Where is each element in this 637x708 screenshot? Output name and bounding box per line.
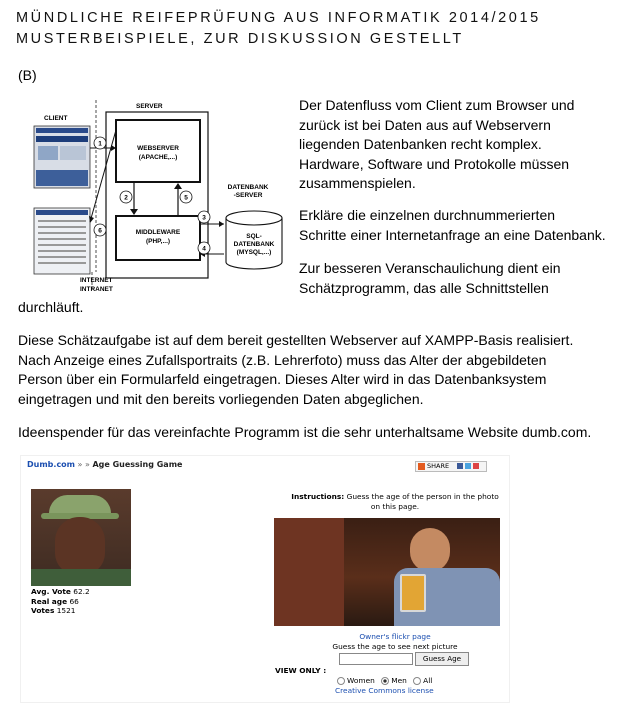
stat-real-age — [31, 597, 90, 607]
db-label-2: DATENBANK — [233, 241, 275, 248]
guess-photo — [274, 518, 500, 626]
radio-men[interactable] — [381, 677, 389, 685]
paragraph-2-line: Schritte einer Internetanfrage an eine Datenbank. — [299, 226, 606, 243]
step-5-number: 5 — [184, 194, 188, 202]
filter-all[interactable] — [413, 676, 432, 685]
webserver-sublabel: (APACHE,...) — [138, 154, 178, 161]
middleware-sublabel: (PHP,...) — [145, 238, 171, 245]
paragraph-2 — [299, 206, 606, 245]
filter-men[interactable] — [381, 676, 407, 685]
db-server-sublabel: -SERVER — [233, 192, 263, 199]
paragraph-4-line: Person über ein Formularfeld eingetragen. Dieses Alter wird in das Datenbanksystem — [18, 371, 547, 387]
paragraph-3-line: Zur besseren Veranschaulichung dient ein — [299, 260, 561, 276]
intranet-label: INTRANET — [80, 286, 113, 293]
paragraph-3-end: durchläuft. — [18, 299, 84, 315]
paragraph-5: Ideenspender für das vereinfachte Programm ist die sehr unterhaltsame Website dumb.com. — [18, 424, 592, 440]
step-3-number: 3 — [202, 214, 206, 222]
breadcrumb-site-link[interactable]: Dumb.com — [27, 460, 76, 469]
stat-label: Votes — [31, 606, 55, 615]
step-1-number: 1 — [98, 140, 102, 148]
client-browser-screenshot-bottom — [34, 208, 90, 274]
stat-label: Real age — [31, 596, 68, 606]
instructions-label: Instructions: — [291, 492, 345, 501]
filter-women-label: Women — [347, 676, 375, 685]
step-6-number: 6 — [98, 227, 102, 235]
filter-men-label: Men — [391, 676, 407, 685]
share-icon — [418, 463, 425, 470]
paragraph-1-line: liegenden Datenbanken recht komplex. — [299, 136, 542, 152]
filter-all-label: All — [423, 676, 433, 685]
stat-votes — [31, 606, 90, 616]
section-label: (B) — [18, 67, 37, 83]
stat-value: 1521 — [56, 606, 76, 615]
breadcrumb-separator: » » — [75, 460, 93, 469]
guess-area — [275, 632, 515, 652]
vote-stats — [31, 587, 90, 616]
instructions — [275, 492, 515, 512]
view-only-label: VIEW ONLY : — [275, 666, 327, 675]
document-header-line2: MUSTERBEISPIELE, ZUR DISKUSSION GESTELLT — [16, 31, 464, 47]
paragraph-1-line: zurück ist bei Daten aus auf Webservern — [299, 116, 551, 133]
server-label: SERVER — [136, 103, 163, 110]
db-server-label: DATENBANK — [227, 184, 269, 191]
paragraph-1-line: Hardware, Software und Protokolle müssen — [299, 155, 570, 172]
email-icon — [473, 463, 479, 469]
age-input[interactable] — [339, 653, 413, 665]
document-header-line1: MÜNDLICHE REIFEPRÜFUNG AUS INFORMATIK 2014/2015 — [16, 10, 541, 26]
client-label: CLIENT — [44, 115, 68, 122]
paragraph-1 — [299, 96, 574, 194]
stat-value: 62.2 — [73, 587, 90, 596]
step-4-number: 4 — [202, 245, 206, 253]
share-button[interactable] — [415, 461, 487, 472]
db-label-3: (MYSQL,...) — [236, 249, 272, 256]
guess-prompt: Guess the age to see next picture — [332, 642, 458, 651]
paragraph-1-line: Der Datenfluss vom Client zum Browser und — [299, 97, 575, 113]
license-link[interactable]: Creative Commons license — [335, 686, 434, 695]
middleware-label: MIDDLEWARE — [135, 229, 181, 236]
instructions-text-2: on this page. — [370, 502, 420, 511]
guess-age-button[interactable]: Guess Age — [415, 652, 469, 666]
owner-flickr-link[interactable]: Owner's flickr page — [359, 632, 431, 641]
stat-value: 66 — [69, 596, 79, 606]
gender-filter — [337, 676, 432, 685]
radio-all[interactable] — [413, 677, 421, 685]
stat-label: Avg. Vote — [31, 587, 71, 596]
instructions-text: Guess the age of the person in the photo — [344, 492, 499, 501]
website-screenshot — [20, 455, 510, 703]
client-browser-screenshot-top — [34, 126, 90, 188]
stat-avg-vote — [31, 587, 90, 597]
share-label: SHARE — [427, 462, 450, 470]
facebook-icon — [457, 463, 463, 469]
paragraph-1-line: zusammenspielen. — [299, 175, 416, 191]
breadcrumb — [27, 460, 182, 469]
twitter-icon — [465, 463, 471, 469]
internet-label: INTERNET — [80, 277, 113, 284]
paragraph-4-line: Diese Schätzaufgabe ist auf dem bereit gestellten Webserver auf XAMPP-Basis realisiert. — [18, 332, 574, 348]
breadcrumb-page: Age Guessing Game — [92, 460, 183, 469]
paragraph-4-line: Nach Anzeige eines Zufallsportraits (z.B. Lehrerfoto) muss das Alter der abgebildeten — [18, 351, 547, 368]
paragraph-4 — [18, 331, 573, 409]
paragraph-3-line: Schätzprogramm, das alle Schnittstellen — [299, 279, 549, 296]
client-server-diagram — [30, 96, 296, 318]
paragraph-2-line: Erkläre die einzelnen durchnummerierten — [299, 207, 556, 223]
step-2-number: 2 — [124, 194, 128, 202]
db-label-1: SQL- — [246, 233, 262, 240]
paragraph-3 — [299, 259, 561, 298]
filter-women[interactable] — [337, 676, 375, 685]
portrait-photo — [31, 489, 131, 586]
radio-women[interactable] — [337, 677, 345, 685]
paragraph-4-line: eingetragen und mit den bereits vorliegenden Daten abgeglichen. — [18, 390, 424, 407]
webserver-label: WEBSERVER — [137, 145, 179, 152]
